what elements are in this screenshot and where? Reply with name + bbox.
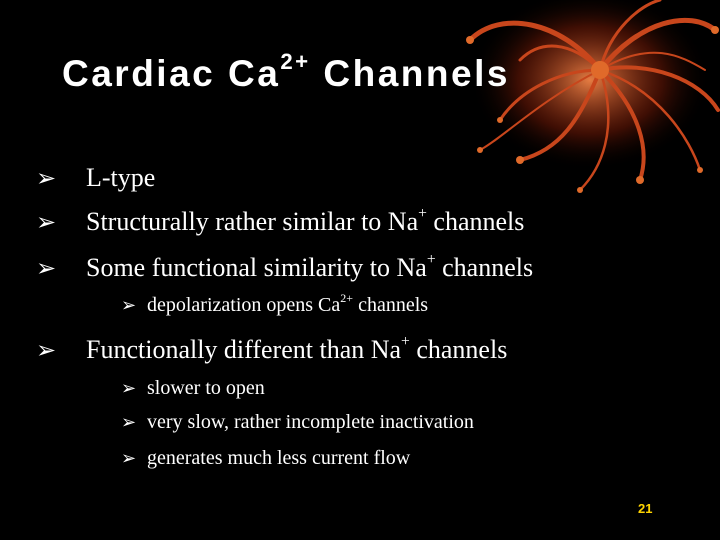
- sub-bullet-item: [121, 448, 410, 468]
- bullet-text: L-type: [86, 163, 156, 192]
- bullet-item: [36, 165, 155, 191]
- arrow-bullet-icon: ➢: [36, 208, 57, 236]
- bullet-superscript: +: [426, 251, 436, 269]
- title-text-after: Channels: [310, 53, 510, 94]
- arrow-bullet-icon: ➢: [36, 336, 57, 364]
- bullet-item: [36, 205, 525, 236]
- bullet-superscript: +: [401, 333, 410, 351]
- bullet-text-after: channels: [435, 253, 534, 282]
- sub-bullet-text: depolarization opens Ca: [147, 294, 341, 316]
- slide-title: [62, 49, 510, 94]
- bullet-text: Structurally rather similar to Na: [86, 207, 419, 236]
- arrow-bullet-icon: ➢: [121, 295, 137, 316]
- arrow-bullet-icon: ➢: [121, 378, 137, 399]
- bullet-text-after: channels: [426, 207, 525, 236]
- bullet-superscript: +: [418, 205, 427, 223]
- bullet-item: [36, 333, 508, 364]
- bullet-text-after: channels: [409, 335, 508, 364]
- sub-bullet-text: generates much less current flow: [147, 447, 411, 469]
- arrow-bullet-icon: ➢: [121, 412, 137, 433]
- sub-bullet-text-after: channels: [353, 294, 429, 316]
- arrow-bullet-icon: ➢: [121, 448, 137, 469]
- arrow-bullet-icon: ➢: [36, 254, 57, 282]
- sub-bullet-superscript: 2+: [340, 290, 354, 305]
- title-superscript: 2+: [280, 49, 311, 75]
- sub-bullet-item: [121, 412, 474, 432]
- bullet-text: Functionally different than Na: [86, 335, 402, 364]
- bullet-item: [36, 251, 534, 282]
- sub-bullet-item: [121, 290, 429, 316]
- page-number: 21: [638, 501, 653, 516]
- title-text-before: Cardiac Ca: [62, 53, 281, 94]
- sub-bullet-item: [121, 378, 265, 398]
- sub-bullet-text: very slow, rather incomplete inactivation: [147, 411, 474, 433]
- sub-bullet-text: slower to open: [147, 377, 265, 399]
- bullet-text: Some functional similarity to Na: [86, 253, 427, 282]
- arrow-bullet-icon: ➢: [36, 164, 57, 192]
